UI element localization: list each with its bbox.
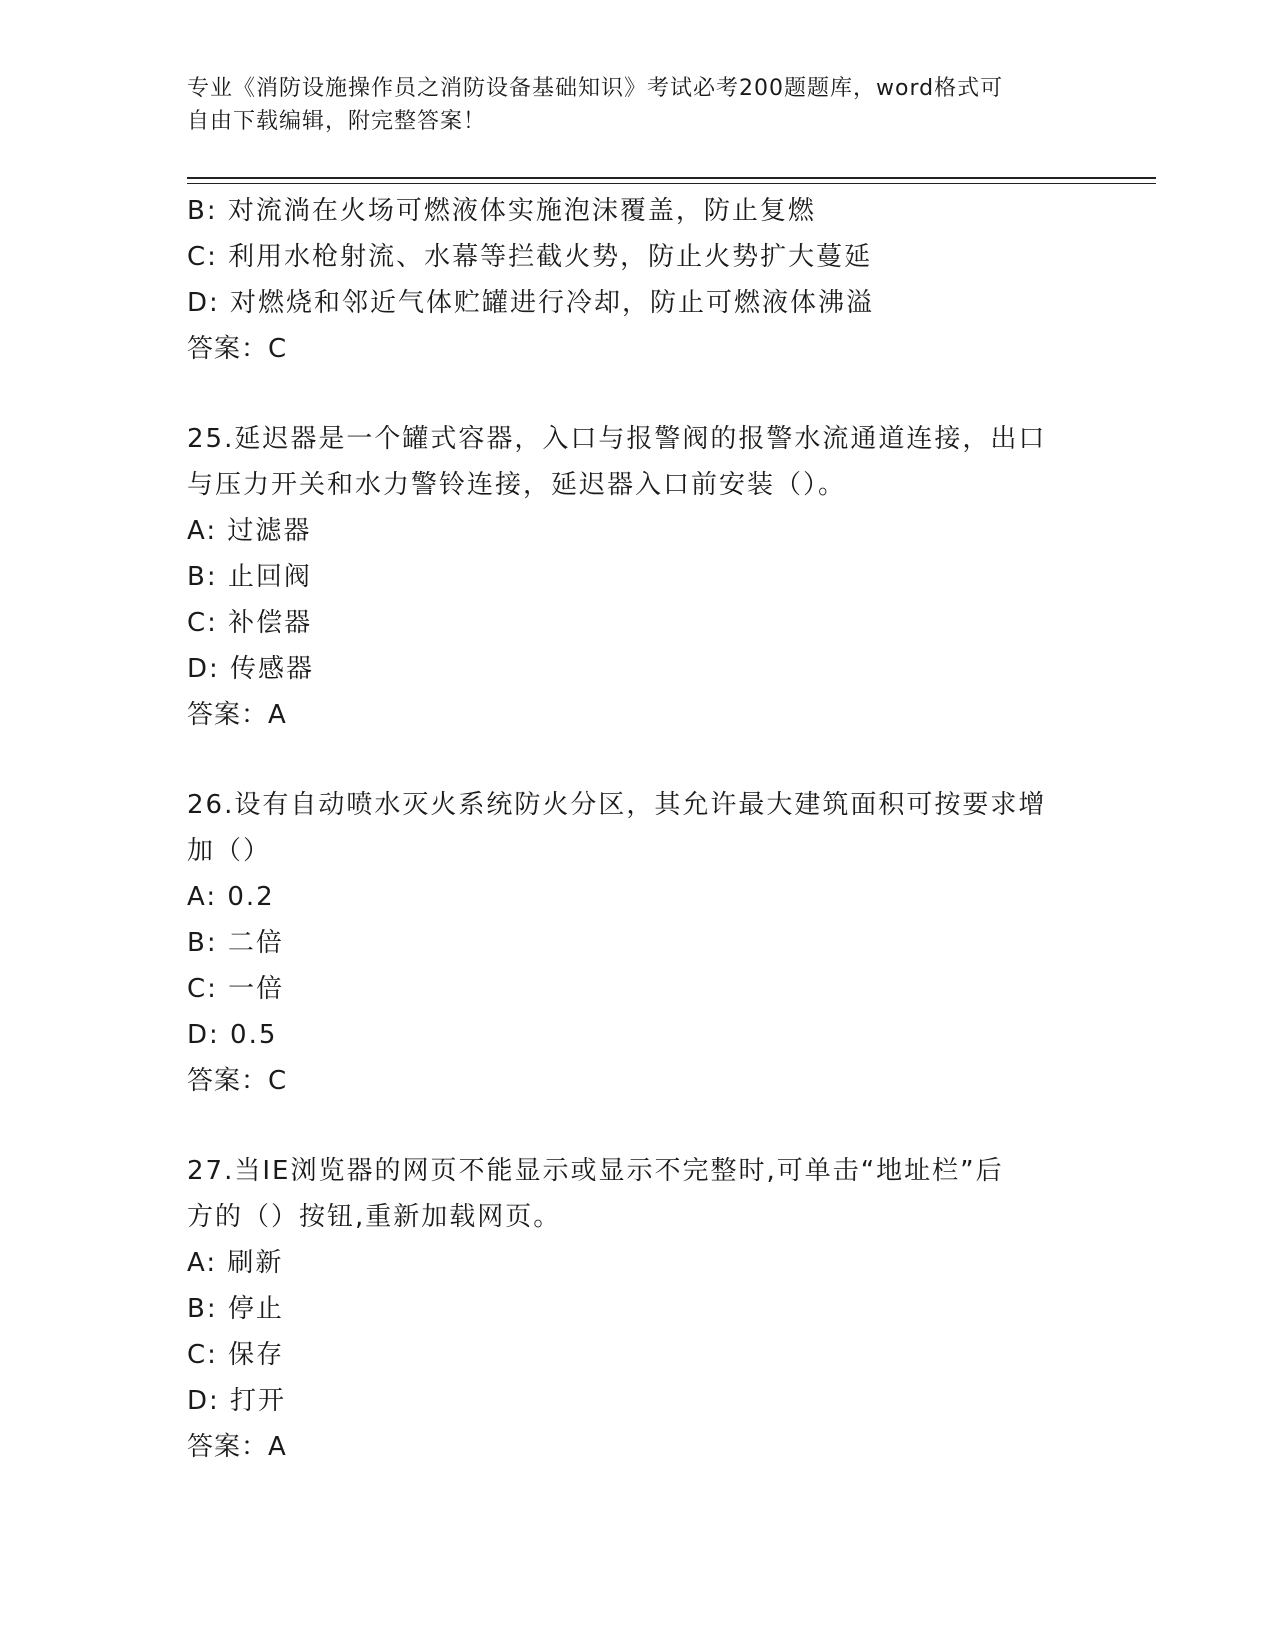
header-divider-thick — [187, 177, 1156, 179]
question-list — [187, 188, 1087, 1470]
answer-line: 答案：A — [187, 700, 287, 730]
option-b: B: 对流淌在火场可燃液体实施泡沫覆盖，防止复燃 — [187, 196, 816, 226]
option-d: D: 0.5 — [187, 1020, 278, 1050]
question-text-line-2: 方的（）按钮,重新加载网页。 — [187, 1202, 562, 1232]
answer-line: 答案：A — [187, 1432, 287, 1462]
spacer — [187, 738, 1087, 782]
question-text-line-2: 与压力开关和水力警铃连接，延迟器入口前安装（）。 — [187, 470, 847, 500]
option-c: C: 保存 — [187, 1340, 285, 1370]
option-d: D: 对燃烧和邻近气体贮罐进行冷却，防止可燃液体沸溢 — [187, 288, 875, 318]
question-text-line-1: 26.设有自动喷水灭火系统防火分区，其允许最大建筑面积可按要求增 — [187, 790, 1047, 820]
option-b: B: 止回阀 — [187, 562, 312, 592]
question-block-25 — [187, 416, 1087, 738]
option-a: A: 0.2 — [187, 882, 275, 912]
option-c: C: 补偿器 — [187, 608, 313, 638]
question-block-prev — [187, 188, 1087, 372]
option-b: B: 停止 — [187, 1294, 284, 1324]
option-a: A: 刷新 — [187, 1248, 284, 1278]
question-text-line-1: 27.当IE浏览器的网页不能显示或显示不完整时,可单击“地址栏”后 — [187, 1156, 1004, 1186]
answer-line: 答案：C — [187, 1066, 288, 1096]
spacer — [187, 1104, 1087, 1148]
option-c: C: 一倍 — [187, 974, 285, 1004]
header-line-2: 自由下载编辑，附完整答案！ — [187, 109, 487, 134]
document-header — [187, 72, 1067, 138]
option-a: A: 过滤器 — [187, 516, 312, 546]
spacer — [187, 372, 1087, 416]
option-d: D: 传感器 — [187, 654, 315, 684]
question-text-line-2: 加（） — [187, 836, 272, 866]
question-text-line-1: 25.延迟器是一个罐式容器，入口与报警阀的报警水流通道连接，出口 — [187, 424, 1047, 454]
question-block-26 — [187, 782, 1087, 1104]
header-divider-thin — [187, 183, 1156, 184]
option-b: B: 二倍 — [187, 928, 284, 958]
header-line-1: 专业《消防设施操作员之消防设备基础知识》考试必考200题题库，word格式可 — [187, 76, 1004, 101]
option-d: D: 打开 — [187, 1386, 287, 1416]
answer-line: 答案：C — [187, 334, 288, 364]
question-block-27 — [187, 1148, 1087, 1470]
option-c: C: 利用水枪射流、水幕等拦截火势，防止火势扩大蔓延 — [187, 242, 873, 272]
